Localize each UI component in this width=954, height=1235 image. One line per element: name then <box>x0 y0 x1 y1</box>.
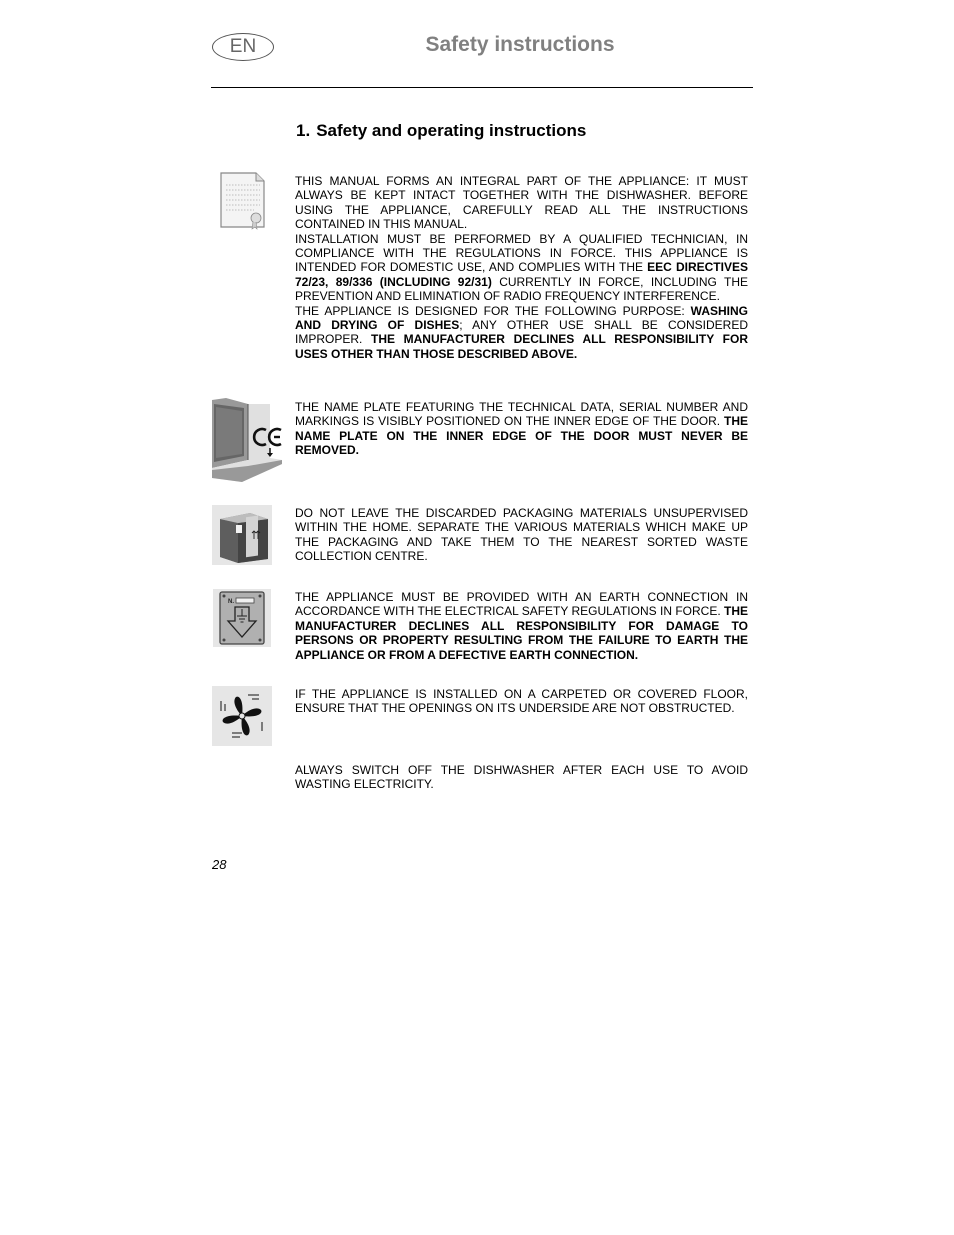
header-divider <box>211 87 753 88</box>
manual-document-icon <box>220 172 266 237</box>
nameplate-warning: THE NAME PLATE ON THE INNER EDGE OF THE DOOR MUST NEVER BE REMOVED. <box>295 414 748 458</box>
manual-instructions-block <box>295 174 748 361</box>
nameplate-text-a: THE NAME PLATE FEATURING THE TECHNICAL DATA, SERIAL NUMBER AND MARKINGS IS VISIBLY POSITIONED ON THE INNER EDGE OF THE DOOR. <box>295 400 748 429</box>
switch-off-text: ALWAYS SWITCH OFF THE DISHWASHER AFTER EACH USE TO AVOID WASTING ELECTRICITY. <box>295 763 748 792</box>
manual-paragraph-2-directives: EEC DIRECTIVES 72/23, 89/336 (INCLUDING 92/31) <box>295 260 748 289</box>
nameplate-text <box>295 400 748 458</box>
ce-nameplate-icon <box>212 398 284 487</box>
section-title-text: Safety and operating instructions <box>316 121 587 140</box>
manual-paragraph-2-text-a: INSTALLATION MUST BE PERFORMED BY A QUALIFIED TECHNICIAN, IN COMPLIANCE WITH THE REGULATIONS IN FORCE. THIS APPLIANCE IS INTENDED FOR DOMESTIC USE, AND COMPLIES WITH THE <box>295 231 748 275</box>
manual-paragraph-3-disclaimer: THE MANUFACTURER DECLINES ALL RESPONSIBILITY FOR USES OTHER THAN THOSE DESCRIBED ABOVE. <box>295 332 748 361</box>
page-number: 28 <box>212 857 227 872</box>
earth-text <box>295 590 748 662</box>
manual-paragraph-3 <box>295 304 748 362</box>
switch-off-block <box>295 763 748 792</box>
earth-ground-icon <box>213 589 271 652</box>
language-badge: EN <box>212 33 274 61</box>
manual-paragraph-2 <box>295 232 748 304</box>
earth-warning: THE MANUFACTURER DECLINES ALL RESPONSIBILITY FOR DAMAGE TO PERSONS OR PROPERTY RESULTING FROM THE FAILURE TO EARTH THE APPLIANCE OR FROM A DEFECTIVE EARTH CONNECTION. <box>295 604 748 662</box>
section-number: 1. <box>296 121 311 140</box>
ventilation-text: IF THE APPLIANCE IS INSTALLED ON A CARPETED OR COVERED FLOOR, ENSURE THAT THE OPENINGS ON ITS UNDERSIDE ARE NOT OBSTRUCTED. <box>295 687 748 716</box>
manual-paragraph-2-text-b: CURRENTLY IN FORCE, INCLUDING THE PREVENTION AND ELIMINATION OF RADIO FREQUENCY INTERFERENCE. <box>295 274 748 304</box>
svg-text:N.: N. <box>228 599 234 605</box>
section-title <box>296 121 586 141</box>
manual-paragraph-1: THIS MANUAL FORMS AN INTEGRAL PART OF THE APPLIANCE: IT MUST ALWAYS BE KEPT INTACT TOGETHER WITH THE DISHWASHER. BEFORE USING THE APPLIANCE, CAREFULLY READ ALL THE INSTRUCTIONS CONTAINED IN THIS MANUAL. <box>295 174 748 232</box>
ventilation-fan-icon <box>212 686 272 751</box>
packaging-text: DO NOT LEAVE THE DISCARDED PACKAGING MATERIALS UNSUPERVISED WITHIN THE HOME. SEPARATE THE VARIOUS MATERIALS WHICH MAKE UP THE PACKAGING AND TAKE THEM TO THE NEAREST SORTED WASTE COLLECTION CENTRE. <box>295 506 748 564</box>
ventilation-block <box>295 687 748 716</box>
manual-paragraph-3-purpose: WASHING AND DRYING OF DISHES <box>295 303 748 333</box>
packaging-block <box>295 506 748 564</box>
earth-text-a: THE APPLIANCE MUST BE PROVIDED WITH AN EARTH CONNECTION IN ACCORDANCE WITH THE ELECTRICAL SAFETY REGULATIONS IN FORCE. <box>295 590 748 619</box>
manual-paragraph-3-text-b: ; ANY OTHER USE SHALL BE CONSIDERED IMPROPER. <box>295 318 748 347</box>
nameplate-block <box>295 400 748 458</box>
header-title: Safety instructions <box>425 33 615 56</box>
packaging-box-icon <box>212 505 272 570</box>
earth-connection-block <box>295 590 748 662</box>
manual-paragraph-3-text-a: THE APPLIANCE IS DESIGNED FOR THE FOLLOWING PURPOSE: <box>295 303 691 318</box>
